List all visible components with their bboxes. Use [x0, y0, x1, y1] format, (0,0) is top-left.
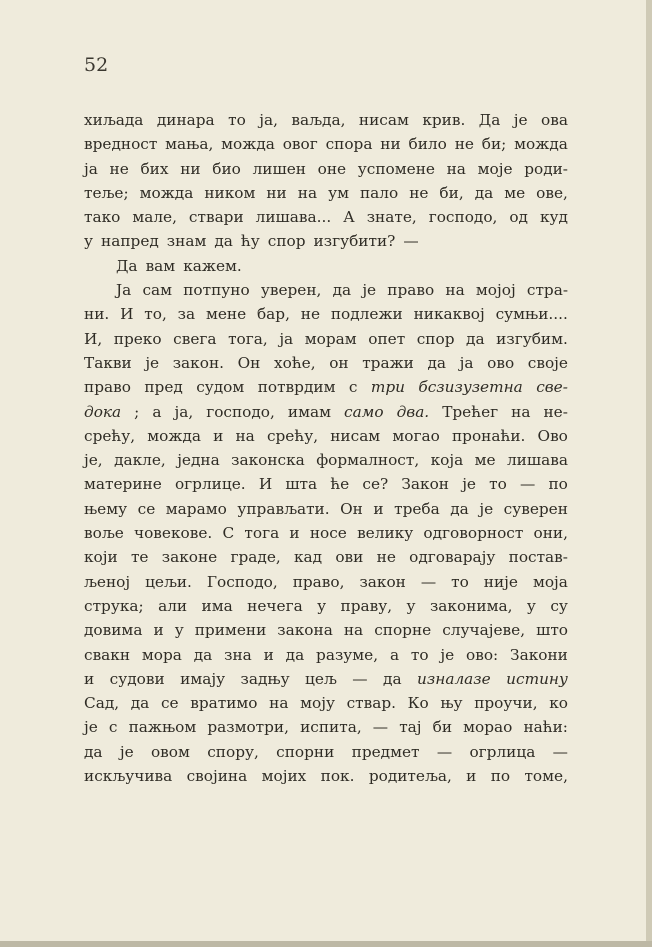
word: законима,: [429, 596, 513, 615]
word: Да: [478, 111, 501, 129]
word: пажњом: [128, 718, 197, 737]
word: —: [372, 718, 389, 737]
word: размотри,: [207, 718, 289, 737]
word: родитеља,: [368, 767, 452, 786]
word: потврдим: [257, 378, 336, 397]
text-line: [84, 472, 568, 496]
word: ствар.: [346, 694, 397, 713]
word: крив.: [422, 111, 466, 129]
word: истину: [506, 669, 568, 688]
word: стра-: [526, 281, 568, 300]
word: бих: [140, 159, 169, 178]
word: срећу,: [84, 426, 136, 445]
word: ни: [180, 159, 201, 178]
word: пок.: [320, 767, 355, 786]
word: господо,: [428, 208, 498, 227]
word: хоће,: [273, 353, 316, 372]
word: право: [84, 378, 131, 397]
word: могао: [392, 426, 440, 445]
word: мања,: [165, 135, 214, 154]
word: нисам: [358, 111, 409, 129]
word: у: [526, 596, 536, 615]
word: да: [285, 645, 305, 664]
text-line: [84, 691, 568, 715]
word: искључива: [84, 767, 173, 786]
word: ко: [549, 694, 568, 713]
word: али: [158, 596, 188, 615]
word: ме: [474, 451, 496, 470]
word: зна: [224, 645, 252, 664]
text-line: [84, 667, 568, 691]
word: одговарају: [409, 548, 496, 567]
word: потпуно: [183, 281, 250, 300]
word: не: [109, 159, 129, 178]
word: примени: [194, 621, 267, 640]
word: Закон: [401, 475, 450, 494]
word: не: [409, 183, 429, 202]
word: на: [445, 281, 465, 300]
word: једна: [177, 451, 220, 470]
word: Ја: [116, 281, 132, 300]
word: су: [550, 596, 568, 615]
word: да: [466, 329, 485, 348]
text-line: [84, 181, 568, 205]
word: никаквој: [413, 305, 485, 324]
text-line: [84, 521, 568, 545]
word: ја,: [174, 402, 194, 421]
word: довима: [84, 621, 143, 640]
word: на: [511, 402, 531, 421]
text-line: [84, 594, 568, 618]
word: А: [343, 208, 355, 227]
word: за: [177, 305, 196, 324]
text-line: [84, 424, 568, 448]
word: у: [84, 232, 94, 251]
word: се: [137, 499, 156, 518]
word: вратимо: [190, 694, 258, 713]
word: и: [373, 499, 384, 518]
word: знате,: [366, 208, 417, 227]
word: би,: [439, 183, 464, 202]
text-line: [84, 400, 568, 424]
word: да: [84, 742, 103, 761]
word: ово: [487, 353, 515, 372]
text-line: [84, 157, 568, 181]
word: њему: [84, 499, 128, 518]
word: у: [174, 621, 184, 640]
text-line: [84, 715, 568, 739]
word: вам: [145, 256, 176, 275]
word: лишен: [252, 159, 306, 178]
word: на: [297, 183, 318, 202]
word: сумњи....: [495, 305, 568, 324]
word: да: [332, 281, 352, 300]
word: и: [466, 767, 477, 786]
word: у: [317, 596, 327, 615]
word: а: [152, 402, 162, 421]
word: био: [212, 159, 241, 178]
word: по: [490, 767, 511, 786]
word: не-: [543, 402, 568, 421]
word: ни.: [84, 305, 110, 324]
word: моју: [300, 694, 335, 713]
word: право,: [292, 572, 345, 591]
word: овог: [282, 135, 318, 154]
word: да: [383, 669, 402, 688]
word: И,: [84, 329, 103, 348]
body-text: [84, 108, 568, 788]
word: ћу: [240, 232, 260, 251]
word: И: [258, 475, 273, 494]
text-line: [84, 570, 568, 594]
word: и: [213, 426, 224, 445]
word: је: [119, 742, 134, 761]
word: било: [408, 135, 447, 154]
word: цељи.: [145, 572, 192, 591]
word: дакле,: [114, 451, 166, 470]
word: у: [406, 596, 416, 615]
word: ум: [328, 183, 349, 202]
word: ствари: [188, 208, 244, 227]
word: томе,: [524, 767, 568, 786]
text-line: [84, 278, 568, 302]
word: пронаћи.: [451, 426, 526, 445]
word: моје: [477, 159, 513, 178]
word: мојој: [475, 281, 516, 300]
text-line: [84, 740, 568, 764]
word: имају: [180, 669, 226, 688]
word: можда: [221, 135, 275, 154]
word: право: [387, 281, 435, 300]
page-number: 52: [84, 54, 109, 76]
word: тога: [244, 524, 280, 543]
word: свакн: [84, 645, 131, 664]
word: мене: [205, 305, 247, 324]
word: огрлице.: [174, 475, 246, 494]
word: он: [329, 353, 349, 372]
word: закона: [277, 621, 333, 640]
word: спора: [325, 135, 373, 154]
word: законска: [231, 451, 305, 470]
word: управљати.: [237, 499, 330, 518]
word: судом: [196, 378, 245, 397]
word: огрлица: [469, 742, 536, 761]
word: да: [427, 353, 447, 372]
word: ова: [541, 111, 568, 129]
word: можда: [147, 426, 201, 445]
word: знам: [166, 232, 207, 251]
word: то: [451, 572, 469, 591]
word: успомене: [357, 159, 435, 178]
word: —: [436, 742, 453, 761]
word: они,: [533, 524, 568, 543]
text-line: [84, 108, 568, 132]
word: која: [430, 451, 464, 470]
word: је: [145, 353, 160, 372]
word: се: [160, 694, 179, 713]
word: њу: [440, 694, 463, 713]
word: Ко: [407, 694, 429, 713]
word: своје: [527, 353, 568, 372]
word: по: [548, 475, 568, 494]
word: тражи: [362, 353, 414, 372]
word: С: [222, 524, 235, 543]
word: то,: [144, 305, 167, 324]
word: с: [348, 378, 358, 397]
word: и: [289, 524, 300, 543]
word: морам: [304, 329, 357, 348]
text-line: [84, 302, 568, 326]
word: ови: [335, 548, 364, 567]
word: ваљда,: [291, 111, 346, 129]
word: сам: [142, 281, 173, 300]
word: и: [153, 621, 164, 640]
word: на: [446, 159, 466, 178]
page-edge: [0, 941, 652, 947]
word: воље: [84, 524, 124, 543]
word: ја: [279, 329, 294, 348]
word: роди-: [524, 159, 568, 178]
word: тако: [84, 208, 121, 227]
text-line: [84, 643, 568, 667]
word: подлежи: [330, 305, 403, 324]
word: не: [300, 305, 321, 324]
word: велику: [357, 524, 414, 543]
word: хиљада: [84, 111, 144, 129]
word: лишава...: [255, 208, 332, 227]
word: а: [389, 645, 400, 664]
word: љеној: [84, 572, 131, 591]
text-line: [84, 351, 568, 375]
word: —: [403, 232, 419, 251]
word: те: [130, 548, 149, 567]
word: је,: [84, 451, 103, 470]
word: можда: [139, 183, 194, 202]
text-line: [84, 448, 568, 472]
word: изналазе: [417, 669, 491, 688]
word: Он: [340, 499, 363, 518]
word: вредност: [84, 135, 158, 154]
word: ја: [459, 353, 474, 372]
word: мојих: [261, 767, 307, 786]
word: то: [228, 111, 246, 129]
word: бар,: [256, 305, 290, 324]
text-line: [84, 375, 568, 399]
word: што: [536, 621, 568, 640]
word: спор: [267, 232, 306, 251]
word: тога,: [228, 329, 268, 348]
text-line: [84, 205, 568, 229]
word: испита,: [300, 718, 362, 737]
word: је: [362, 281, 377, 300]
word: својина: [186, 767, 248, 786]
word: моја: [532, 572, 568, 591]
word: струка;: [84, 596, 144, 615]
word: ни: [266, 183, 287, 202]
word: динара: [156, 111, 215, 129]
word: изгубим.: [496, 329, 568, 348]
word: да: [193, 645, 213, 664]
word: би;: [481, 135, 507, 154]
word: нисам: [330, 426, 381, 445]
word: Он: [237, 353, 261, 372]
word: куд: [539, 208, 568, 227]
word: дока: [84, 402, 122, 421]
word: нечега: [247, 596, 303, 615]
word: ово:: [466, 645, 499, 664]
word: не: [454, 135, 474, 154]
word: ја,: [259, 111, 278, 129]
word: одговорност: [423, 524, 524, 543]
word: је: [479, 499, 494, 518]
word: да: [474, 183, 494, 202]
word: ће: [330, 475, 350, 494]
word: на: [235, 426, 255, 445]
word: морао: [463, 718, 513, 737]
word: два.: [396, 402, 430, 421]
word: не: [376, 548, 396, 567]
text-line: [84, 545, 568, 569]
text-line: [84, 497, 568, 521]
word: опет: [368, 329, 406, 348]
word: можда: [514, 135, 568, 154]
word: све-: [536, 378, 568, 397]
word: мале,: [132, 208, 177, 227]
word: Такви: [84, 353, 132, 372]
word: шта: [285, 475, 318, 494]
word: је: [440, 645, 455, 664]
word: —: [352, 669, 368, 688]
word: спору,: [207, 742, 259, 761]
word: марамо: [165, 499, 227, 518]
word: —: [420, 572, 437, 591]
word: мора: [141, 645, 182, 664]
word: од: [509, 208, 528, 227]
text-line: [84, 618, 568, 642]
word: на: [343, 621, 364, 640]
word: с: [108, 718, 118, 737]
word: Сад,: [84, 694, 120, 713]
word: имам: [287, 402, 331, 421]
word: лишава: [506, 451, 568, 470]
word: тај: [399, 718, 422, 737]
word: има: [201, 596, 233, 615]
word: Господо,: [206, 572, 278, 591]
word: да: [450, 499, 469, 518]
word: да: [130, 694, 150, 713]
word: човекове.: [133, 524, 213, 543]
word: преко: [113, 329, 162, 348]
word: овом: [150, 742, 190, 761]
word: постав-: [508, 548, 568, 567]
word: није: [483, 572, 518, 591]
word: на: [269, 694, 289, 713]
text-line: [84, 254, 568, 278]
word: ме: [504, 183, 526, 202]
word: Трећег: [442, 402, 499, 421]
word: закон.: [172, 353, 225, 372]
word: господо,: [206, 402, 275, 421]
word: случајеве,: [442, 621, 526, 640]
word: —: [520, 475, 536, 494]
word: треба: [394, 499, 440, 518]
word: цељ: [305, 669, 337, 688]
word: спорни: [276, 742, 335, 761]
word: ове,: [536, 183, 568, 202]
word: и: [263, 645, 274, 664]
word: који: [84, 548, 118, 567]
word: ;: [134, 402, 140, 421]
word: пало: [359, 183, 399, 202]
word: судови: [109, 669, 165, 688]
word: Ово: [537, 426, 568, 445]
word: —: [552, 742, 568, 761]
word: би: [432, 718, 453, 737]
word: носе: [309, 524, 347, 543]
word: напред: [101, 232, 159, 251]
word: И: [120, 305, 134, 324]
word: је: [84, 718, 98, 737]
word: је: [513, 111, 528, 129]
word: спорне: [374, 621, 432, 640]
word: три: [370, 378, 405, 397]
text-line: [84, 229, 568, 253]
word: теље;: [84, 183, 129, 202]
word: разуме,: [316, 645, 379, 664]
word: се?: [362, 475, 389, 494]
word: то: [489, 475, 507, 494]
word: ја: [84, 159, 98, 178]
word: само: [344, 402, 384, 421]
word: ником: [204, 183, 256, 202]
word: пред: [144, 378, 183, 397]
word: уверен,: [260, 281, 322, 300]
word: спор: [416, 329, 455, 348]
word: проучи,: [474, 694, 538, 713]
word: законе: [161, 548, 218, 567]
word: и: [84, 669, 95, 688]
word: задњу: [240, 669, 290, 688]
word: ни: [380, 135, 401, 154]
word: срећу,: [266, 426, 319, 445]
word: свега: [173, 329, 217, 348]
word: предмет: [351, 742, 420, 761]
word: Да: [116, 256, 138, 275]
text-line: [84, 764, 568, 788]
word: је: [462, 475, 476, 494]
word: формалност,: [316, 451, 420, 470]
text-line: [84, 132, 568, 156]
word: праву,: [340, 596, 393, 615]
word: закон: [359, 572, 406, 591]
word: кажем.: [183, 256, 242, 275]
word: суверен: [503, 499, 568, 518]
word: изгубити?: [313, 232, 396, 251]
word: кад: [293, 548, 323, 567]
word: да: [214, 232, 233, 251]
word: то: [410, 645, 429, 664]
word: материне: [84, 475, 162, 494]
word: наћи:: [523, 718, 568, 737]
word: оне: [317, 159, 347, 178]
word: граде,: [230, 548, 281, 567]
word: бсзизузетна: [418, 378, 523, 397]
text-line: [84, 327, 568, 351]
word: Закони: [510, 645, 568, 664]
